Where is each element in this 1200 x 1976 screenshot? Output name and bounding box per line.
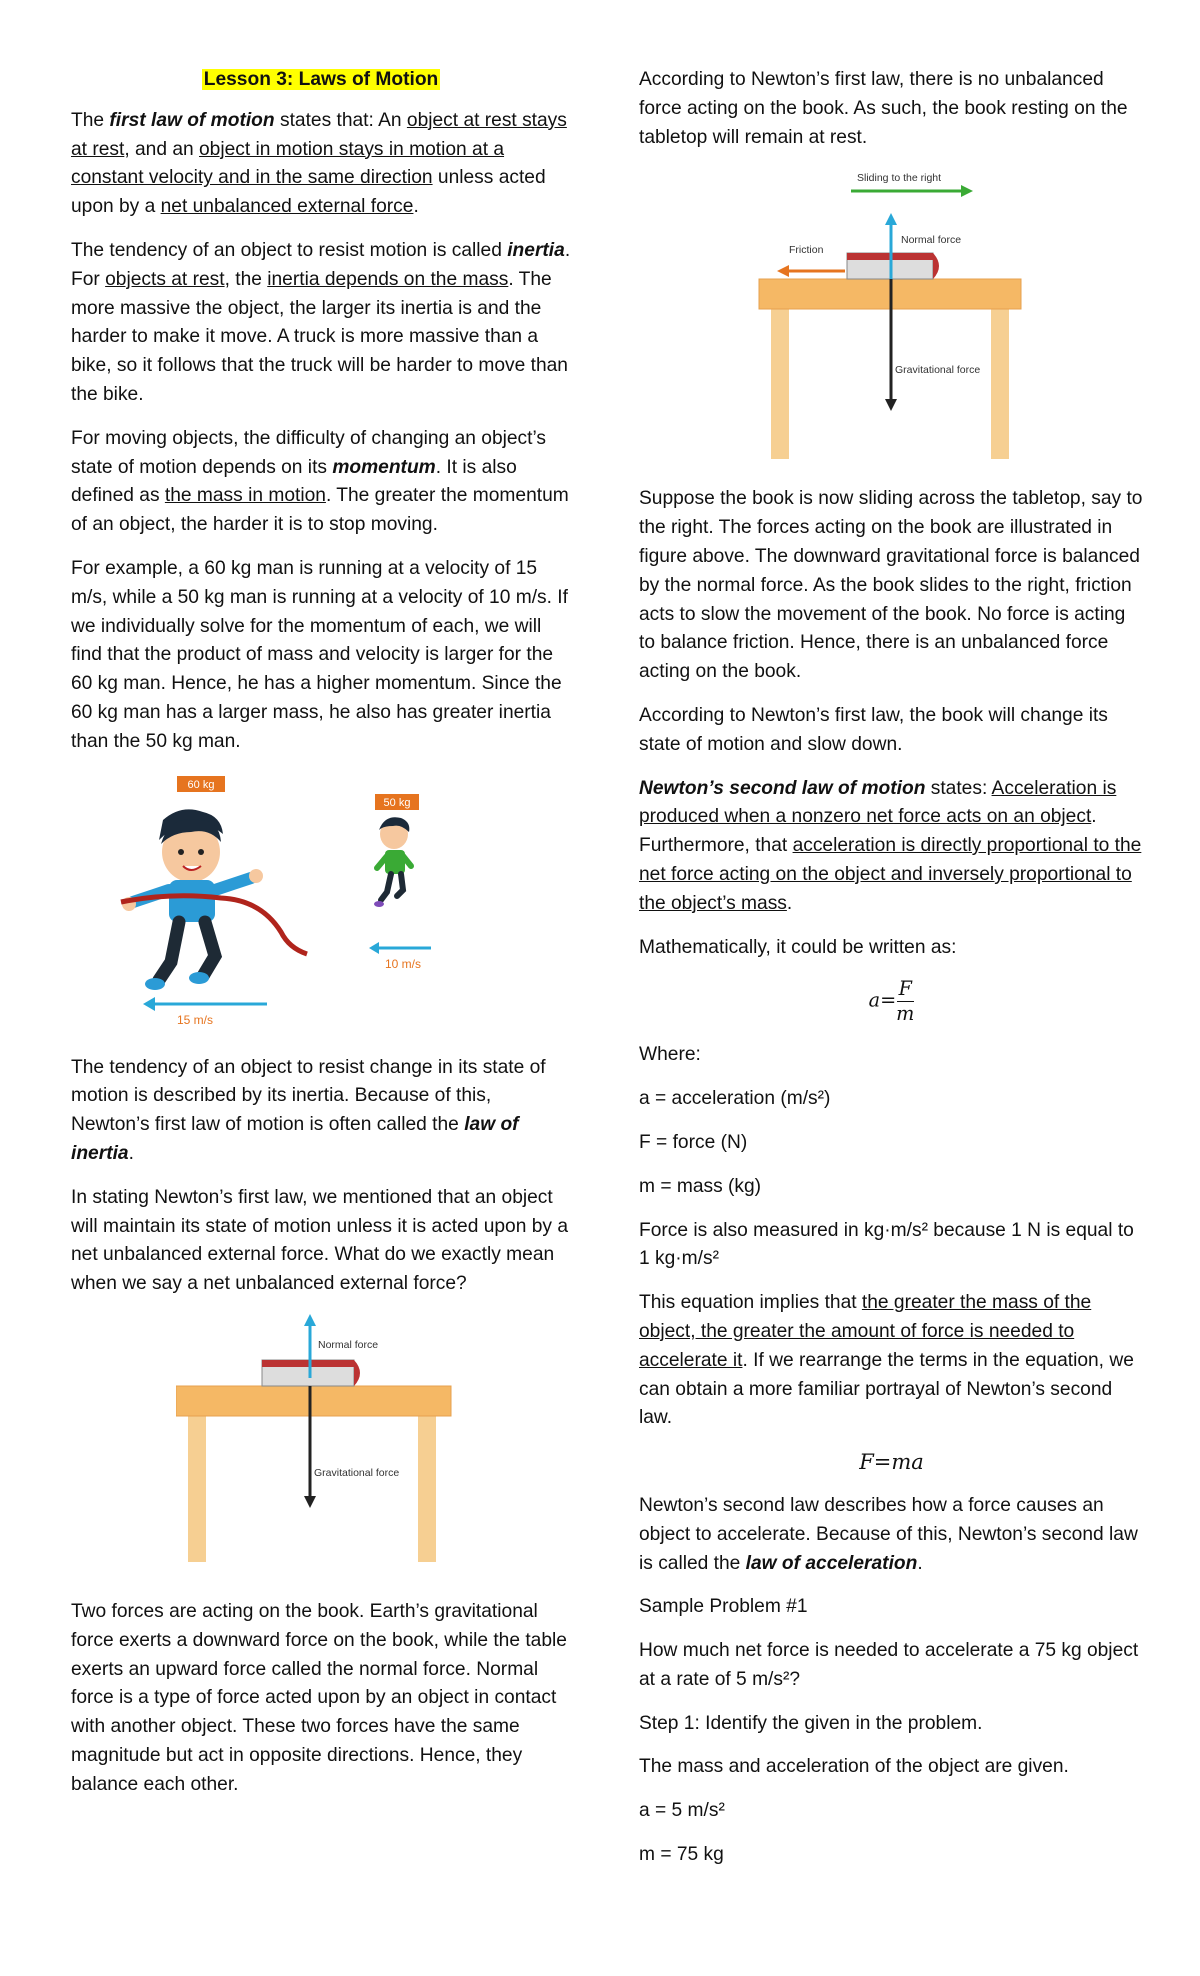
given-statement: The mass and acceleration of the object are given. (639, 1756, 1069, 1778)
runners-figure (111, 772, 531, 1034)
law-of-acceleration-paragraph: Newton’s second law describes how a force causes an object to accelerate. Because of this, Newton’s second law is called the law of acceleration. (639, 1494, 1138, 1574)
sliding-label: Sliding to the right (856, 172, 941, 185)
math-intro-paragraph: Mathematically, it could be written as: (639, 936, 957, 958)
velocity-label-15: 15 m/s (176, 1012, 214, 1027)
equation-a-equals-f-over-m: a= $\frac{F}{m}$ (868, 977, 915, 1026)
velocity-label-10: 10 m/s (384, 956, 422, 971)
mass-label-60: 60 kg (187, 778, 215, 791)
normal-force-label: Normal force (318, 1338, 379, 1351)
given-mass: m = 75 kg (639, 1844, 724, 1866)
law-of-inertia-paragraph: The tendency of an object to resist change in its state of motion is described by its inertia. Because of this, Newton’s first law of motion is often called the law of inertia. (71, 1056, 546, 1164)
units-paragraph: Force is also measured in kg·m/s² because 1 N is equal to 1 kg·m/s² (639, 1219, 1134, 1270)
runner-small-icon (374, 817, 411, 907)
momentum-paragraph: For moving objects, the difficulty of changing an object’s state of motion depends on its momentum. It is also defined as the mass in motion. The greater the momentum of an object, the harder it is to stop moving. (71, 427, 569, 536)
slow-down-paragraph: According to Newton’s first law, the book will change its state of motion and slow down. (639, 704, 1108, 755)
lesson-title: Lesson 3: Laws of Motion (203, 69, 439, 90)
implication-paragraph: This equation implies that the greater the mass of the object, the greater the amount of force is needed to accelerate it. If we rearrange the terms in the equation, we can obtain a more familiar portrayal of Newton’s second law. (639, 1292, 1134, 1429)
def-mass: m = mass (kg) (639, 1175, 762, 1197)
sliding-paragraph: Suppose the book is now sliding across the tabletop, say to the right. The forces acting on the book are illustrated in figure above. The downward gravitational force is balanced by the normal force. As the book slides to the right, friction acts to slow the movement of the book. No force is acting to balance friction. Hence, there is an unbalanced force acting on the book. (639, 488, 1143, 683)
no-unbalanced-paragraph: According to Newton’s first law, there is no unbalanced force acting on the book. As such, the book resting on the tabletop will remain at rest. (639, 69, 1128, 148)
second-law-paragraph: Newton’s second law of motion states: Acceleration is produced when a nonzero net force acts on an object. Furthermore, that acceleration is directly proportional to the net force acting on the object and inversely proportional to the object’s mass. (639, 777, 1142, 914)
sample-problem-question: How much net force is needed to accelerate a 75 kg object at a rate of 5 m/s²? (639, 1640, 1139, 1690)
left-column (71, 66, 571, 1814)
sample-problem-heading: Sample Problem #1 (639, 1596, 808, 1618)
book-icon (847, 253, 939, 279)
def-force: F = force (N) (639, 1131, 748, 1153)
given-acceleration: a = 5 m/s² (639, 1800, 725, 1822)
two-forces-paragraph: Two forces are acting on the book. Earth’s gravitational force exerts a downward force on the book, while the table exerts an upward force called the normal force. Normal force is a type of force acted upon by an object in contact with another object. These two forces have the same magnitude but act in opposite directions. Hence, they balance each other. (71, 1600, 567, 1795)
right-column (639, 66, 1144, 1885)
where-label: Where: (639, 1044, 701, 1066)
unbalanced-force-paragraph: In stating Newton’s first law, we mentioned that an object will maintain its state of motion unless it is acted upon by a net unbalanced external force. What do we exactly mean when we say a net unbalanced external force? (71, 1186, 568, 1295)
step-1: Step 1: Identify the given in the problem. (639, 1712, 983, 1734)
gravitational-force-label: Gravitational force (314, 1466, 400, 1479)
lesson-title-wrap (71, 66, 571, 95)
runner-large-icon (121, 809, 307, 990)
first-law-paragraph: The first law of motion states that: An object at rest stays at rest, and an object in motion stays in motion at a constant velocity and in the same direction unless acted upon by a net unbalanced external force. (71, 109, 567, 218)
sliding-book-figure (757, 167, 1027, 467)
equation-f-equals-ma: F=ma (859, 1450, 924, 1475)
inertia-paragraph: The tendency of an object to resist motion is called inertia. For objects at rest, the inertia depends on the mass. The more massive the object, the larger its inertia is and the harder to make it move. A truck is more massive than a bike, so it follows that the truck will be harder to move than the bike. (71, 239, 571, 405)
example-paragraph: For example, a 60 kg man is running at a velocity of 15 m/s, while a 50 kg man is running at a velocity of 10 m/s. If we individually solve for the momentum of each, we will find that the product of mass and velocity is larger for the 60 kg man. Hence, he has a higher momentum. Since the 60 kg man has a larger mass, he also has greater inertia than the 50 kg man. (71, 557, 568, 752)
normal-force-label: Normal force (900, 234, 961, 247)
gravitational-force-label: Gravitational force (894, 364, 980, 377)
mass-label-50: 50 kg (383, 796, 411, 809)
friction-label: Friction (788, 244, 823, 257)
def-acceleration: a = acceleration (m/s²) (639, 1088, 831, 1110)
book-at-rest-figure (176, 1314, 466, 1576)
